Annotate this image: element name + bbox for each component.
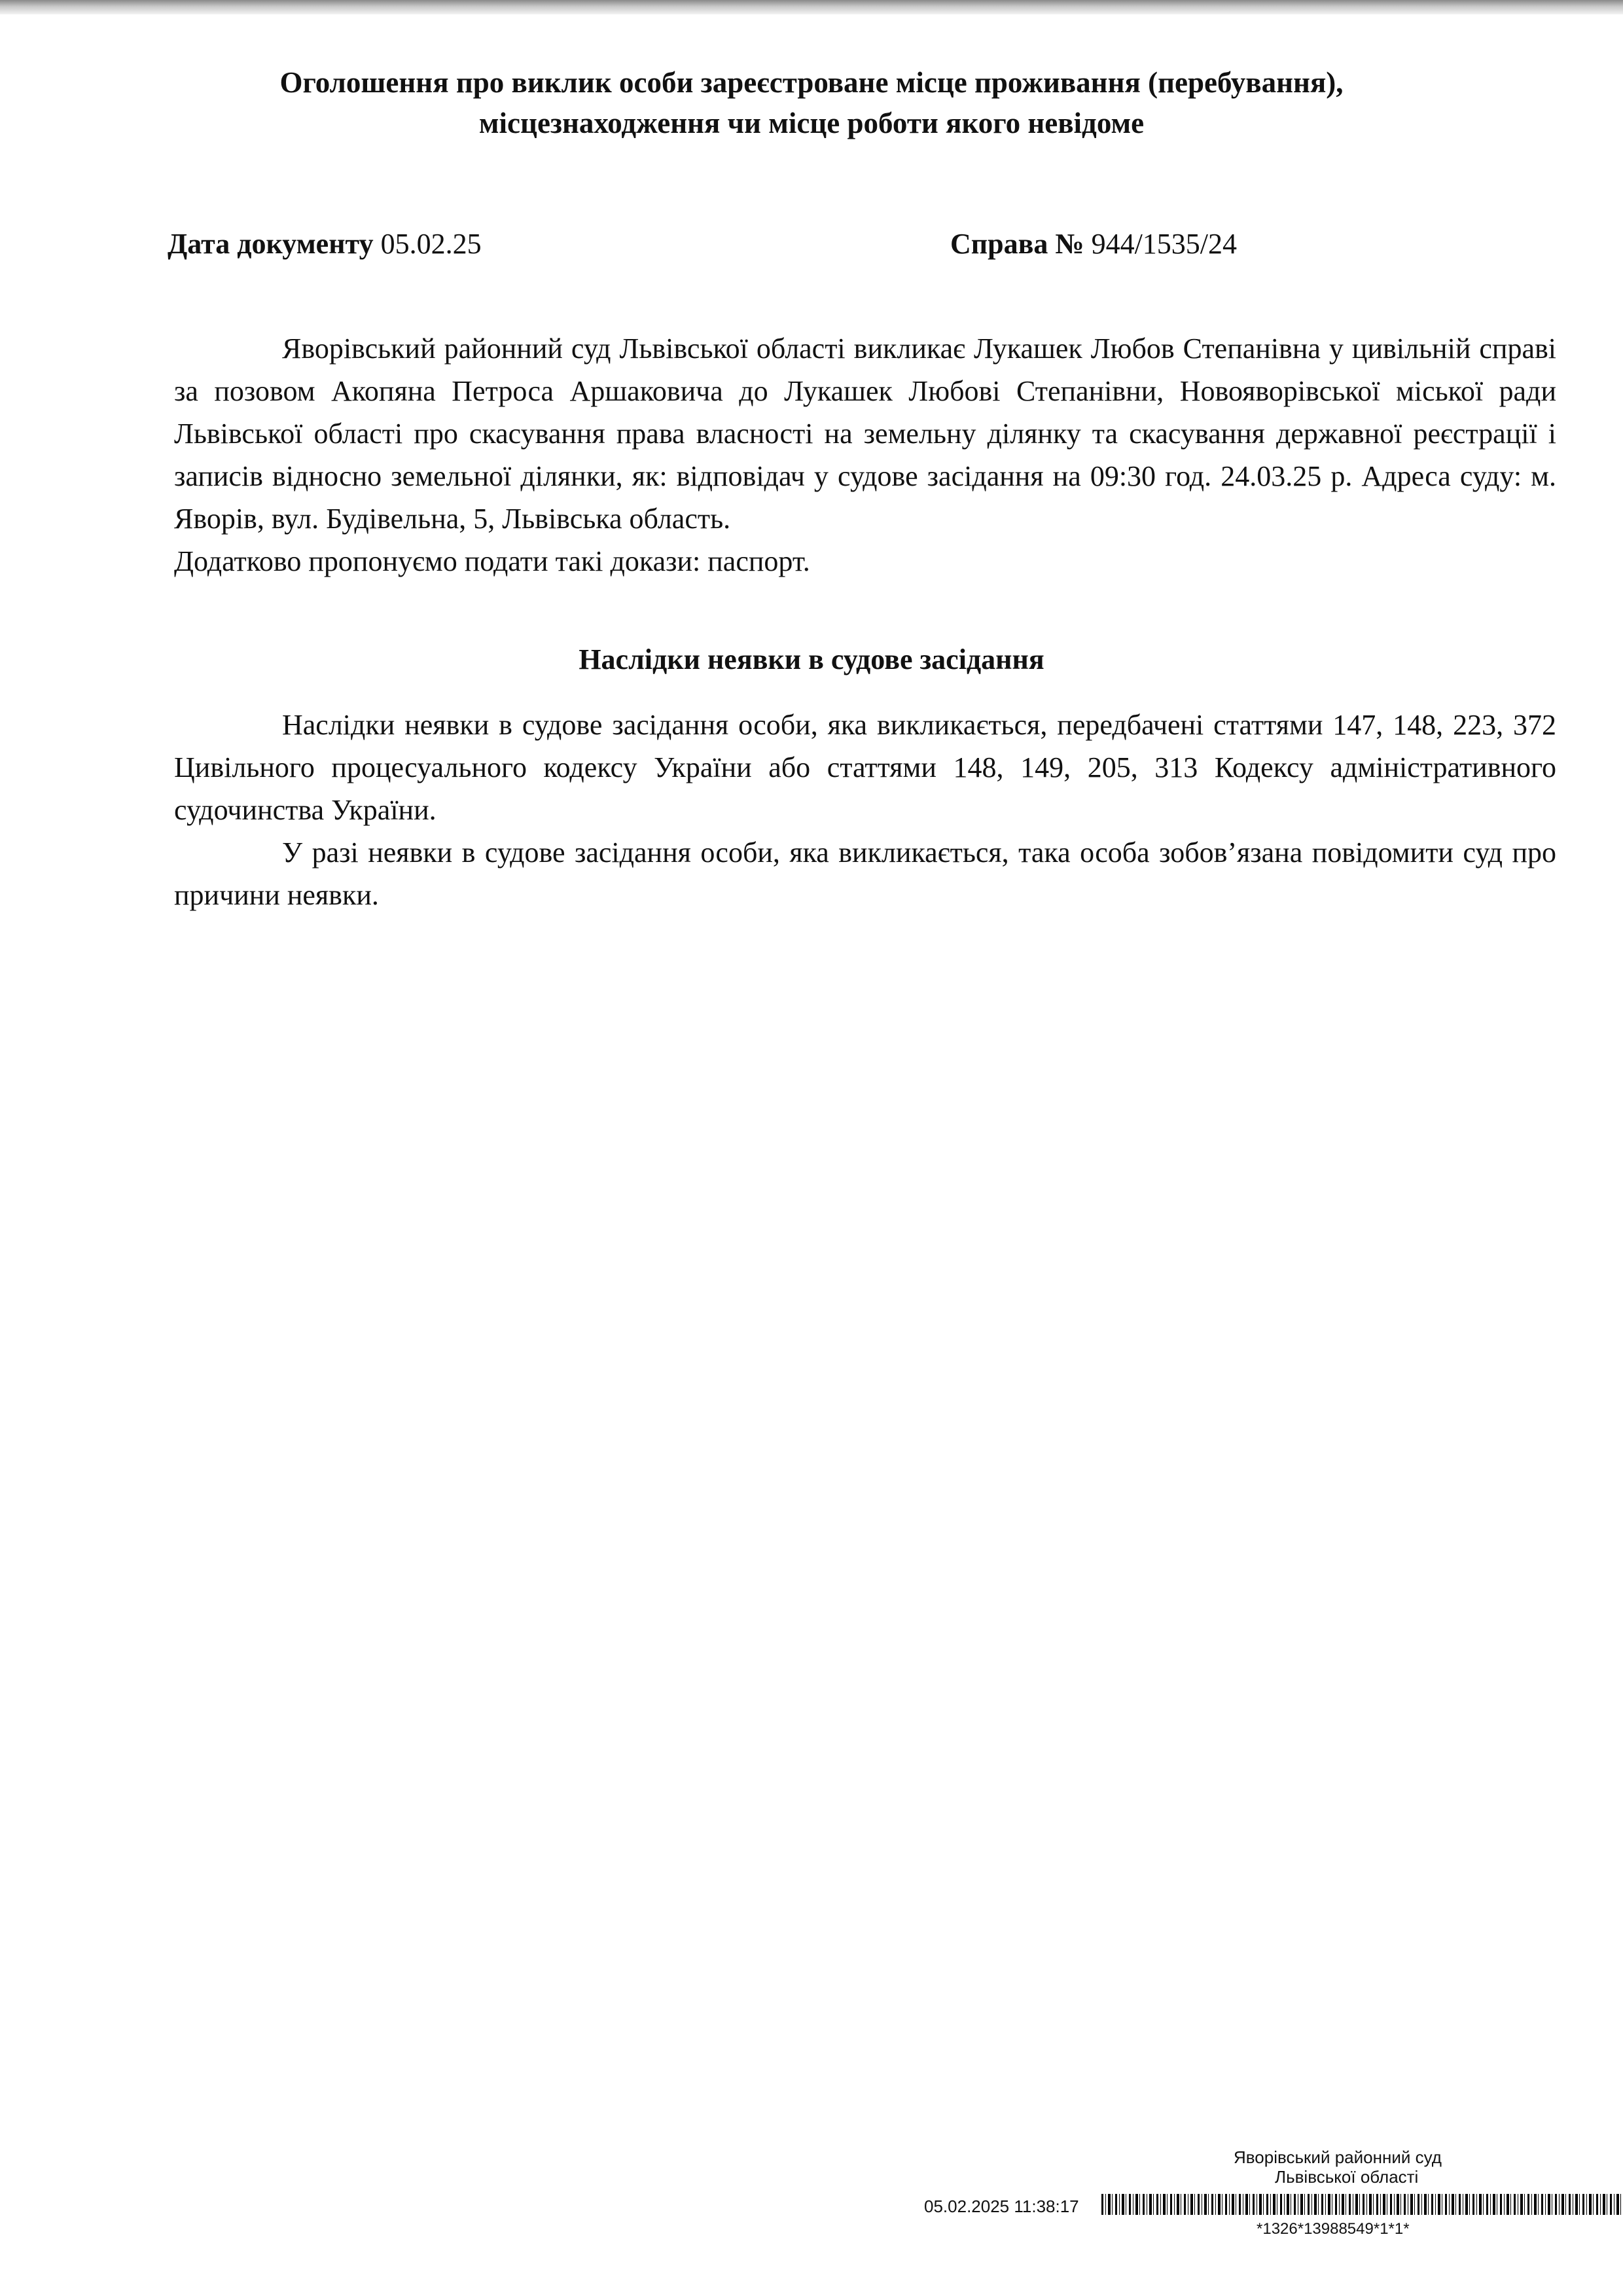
case-number-value: 944/1535/24: [1091, 228, 1238, 260]
stamp-court-name: Яворівський районний суд: [1234, 2147, 1442, 2167]
scan-edge-shadow: [0, 0, 1623, 14]
case-number-label: Справа №: [950, 228, 1084, 260]
document-title: [0, 62, 1623, 143]
evidence-paragraph: Додатково пропонуємо подати такі докази: паспорт.: [174, 545, 810, 577]
consequences-paragraph-1: Наслідки неявки в судове засідання особи, яка викликається, передбачені статтями 147, 148, 223, 372 Цивільного процесуального кодексу України або статтями 148, 149, 205, 313 Кодексу адміністративного судочинства України.: [174, 709, 1556, 826]
stamp-court-region: Львівської області: [1275, 2167, 1419, 2187]
document-date: [168, 226, 482, 262]
consequences-heading: Наслідки неявки в судове засідання: [579, 643, 1044, 675]
title-line-1: Оголошення про виклик особи зареєстроване місце проживання (перебування),: [279, 66, 1344, 99]
document-date-label: Дата документу: [168, 228, 374, 260]
document-date-value: 05.02.25: [380, 228, 482, 260]
title-line-2: місцезнаходження чи місце роботи якого невідоме: [478, 107, 1145, 139]
summons-paragraph: Яворівський районний суд Львівської області викликає Лукашек Любов Степанівна у цивільній справі за позовом Акопяна Петроса Аршаковича до Лукашек Любові Степанівни, Новояворівської міської ради Львівської області про скасування права власності на земельну ділянку та скасування державної реєстрації і записів відносно земельної ділянки, як: відповідач у судове засідання на 09:30 год. 24.03.25 р. Адреса суду: м. Яворів, вул. Будівельна, 5, Львівська область.: [174, 332, 1556, 535]
barcode: [1101, 2194, 1622, 2215]
stamp-datetime: 05.02.2025 11:38:17: [924, 2197, 1079, 2216]
case-number: [950, 226, 1237, 262]
consequences-section: [174, 704, 1556, 916]
summons-section: [174, 327, 1556, 583]
barcode-text: *1326*13988549*1*1*: [1257, 2220, 1410, 2238]
consequences-paragraph-2: У разі неявки в судове засідання особи, яка викликається, така особа зобов’язана повідомити суд про причини неявки.: [174, 836, 1556, 911]
